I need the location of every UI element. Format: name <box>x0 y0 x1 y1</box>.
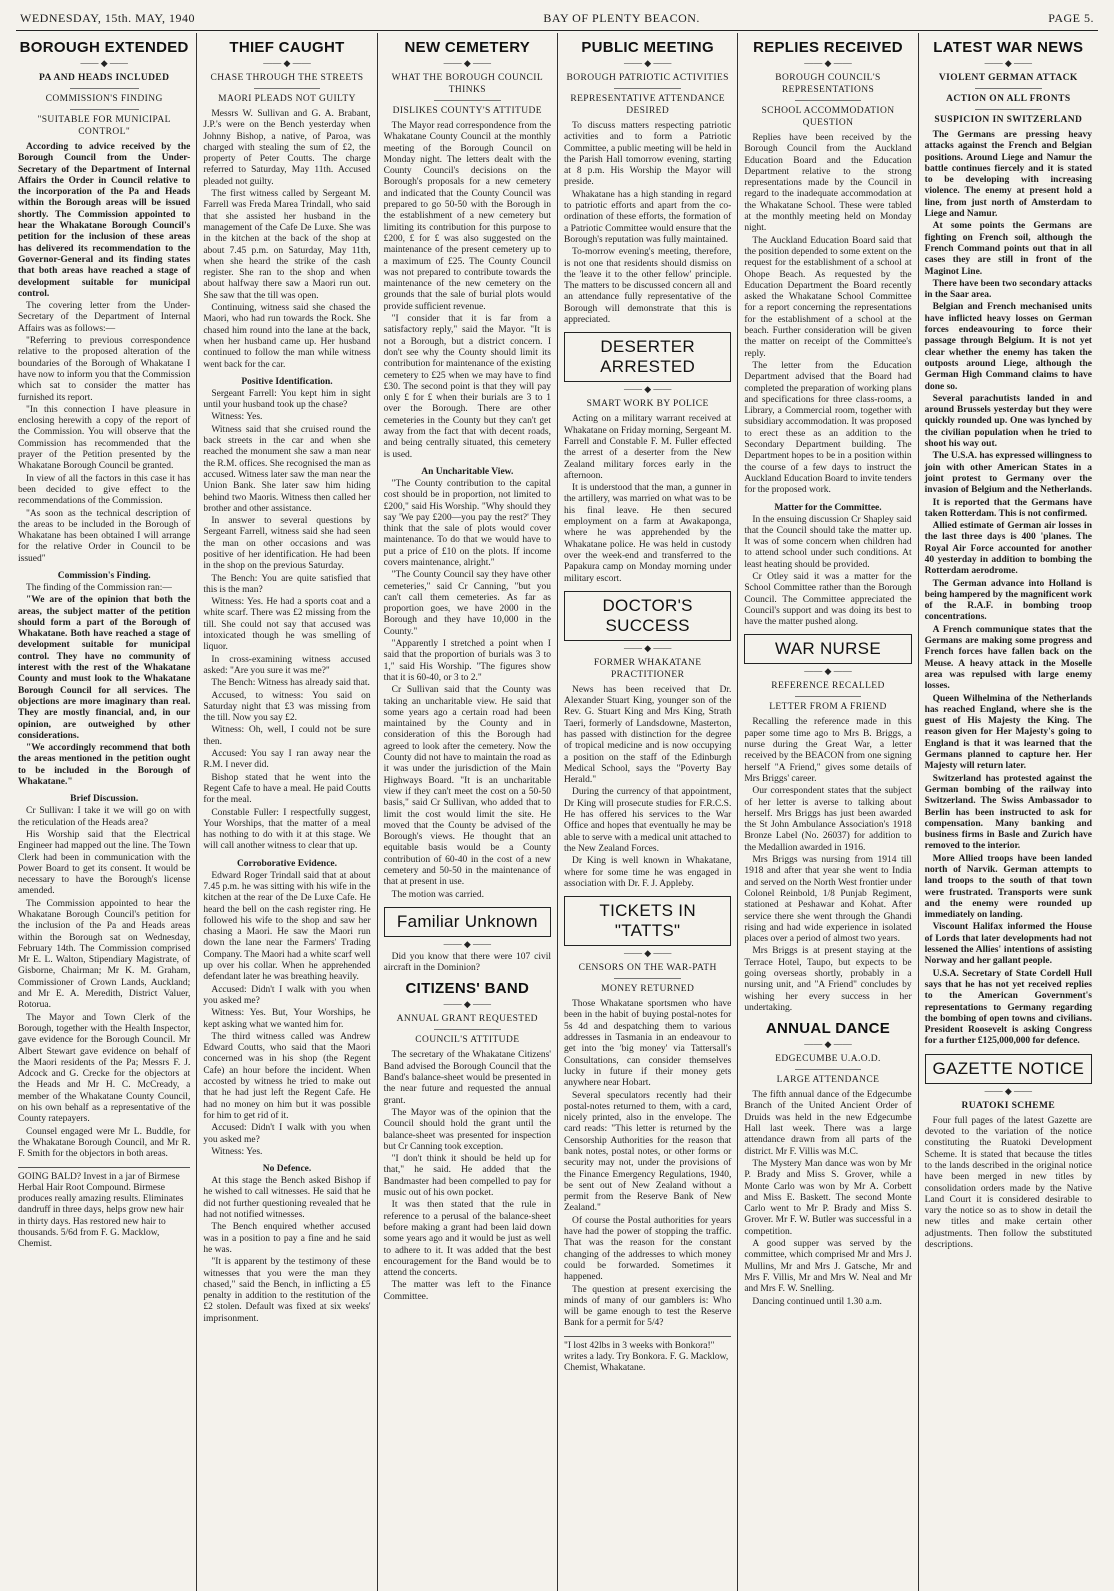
subheading: Corroborative Evidence. <box>236 858 338 869</box>
headline: BOROUGH EXTENDED <box>19 39 189 56</box>
paragraph: "Referring to previous correspondence relative to the proposed alteration of the boundaries of the Borough of Whakatane I have now to inform you that the Commission which sat to consider the matter has furnished its report. <box>18 336 191 403</box>
divider-ornament <box>564 58 731 68</box>
paragraph: Messrs W. Sullivan and G. A. Brabant, J.P.'s were on the Bench yesterday when Johnny Bishop, a native, of Paroa, was charged with stealing the sum of £2, the property of Peter Coutts. The charge referred to Saturday, May 11th. Accused pleaded not guilty. <box>203 109 371 187</box>
paragraph: Witness: Yes. But, Your Worships, he kept asking what we wanted him for. <box>203 1008 371 1030</box>
paragraph: Acting on a military warrant received at Whakatane on Friday morning, Sergeant M. Farrell and Constable F. M. Fuller effected the arrest of a deserter from the New Zealand military forces early in the afternoon. <box>563 414 732 481</box>
column-2 <box>196 33 376 1591</box>
paragraph: To discuss matters respecting patriotic activities and to form a Patriotic Committee, a public meeting will be held in the Parish Hall tomorrow evening, starting at 8 p.m. His Worship the Mayor will preside. <box>563 121 732 188</box>
divider-ornament <box>18 58 190 68</box>
deck-line: REFERENCE RECALLED <box>771 681 885 692</box>
subheading: Positive Identification. <box>241 376 333 387</box>
paragraph: Our correspondent states that the subject of her letter is averse to talking about herself. Mrs Briggs has just been awarded the St John Ambulance Association's 1918 Bronze Label (No. 26037) for addition to the Medallion awarded in 1916. <box>744 786 912 853</box>
paragraph: Accused, to witness: You said on Saturday night that £3 was missing from the till. Now you say £2. <box>203 690 371 724</box>
deck-line: BOROUGH COUNCIL'S REPRESENTATIONS <box>775 73 881 95</box>
divider-rule <box>254 88 321 89</box>
paragraph: Four full pages of the latest Gazette are devoted to the variation of the notice constituting the Ruatoki Development Scheme. It is stated that because the titles to the lands described in the original notice have been merged in new titles by consolidation orders made by the Native Land Court it is considered desirable to vary the notice so as to show in detail the new titles and make certain other adjustments. Then follow the substituted descriptions. <box>924 1115 1092 1251</box>
columns <box>16 33 1098 1591</box>
article <box>564 1336 731 1375</box>
divider-ornament <box>744 666 911 676</box>
divider-ornament <box>203 58 370 68</box>
paragraph: Those Whakatane sportsmen who have been in the habit of buying postal-notes for 5s 4d and despatching them to various addresses in Tasmania in an endeavour to get into the 'big money' via Tattersall's Consultations, can consider themselves lucky in future if their money gets anywhere near Hobart. <box>563 999 732 1089</box>
paragraph: During the currency of that appointment, Dr King will prosecute studies for F.R.C.S. He has offered his services to the War Office and hopes that eventually he may be able to serve with a medical unit attached to the New Zealand Forces. <box>563 787 732 854</box>
paragraph: At some points the Germans are fighting on French soil, although the French Command points out that in all cases they are still in front of the Maginot Line. <box>924 221 1092 277</box>
boxed-headline: DESERTER ARRESTED <box>564 332 731 382</box>
paragraph: Switzerland has protested against the German bombing of the railway into Switzerland. The Swiss Ambassador to Berlin has been instructed to ask for compensation. Many banking and business firms in Basle and Zurich have removed to the interior. <box>924 773 1092 852</box>
article <box>564 591 731 890</box>
advertisement: "I lost 42lbs in 3 weeks with Bonkora!" writes a lady. Try Bonkora. F. G. Macklow, Chemist, Whakatane. <box>564 1336 731 1375</box>
deck-line: MAORI PLEADS NOT GUILTY <box>218 94 356 104</box>
divider-rule <box>975 109 1042 110</box>
deck-line: CENSORS ON THE WAR-PATH <box>578 963 717 974</box>
article <box>564 896 731 1330</box>
paragraph: "As soon as the technical description of the areas to be included in the Borough of Whakatane has been obtained I will arrange for the relative Order in Council to be issued" <box>18 508 191 564</box>
paragraph: The Bench enquired whether accused was in a position to pay a fine and he said he was. <box>203 1222 371 1255</box>
deck-line: EDGECUMBE U.A.O.D. <box>775 1054 881 1065</box>
article <box>384 907 551 975</box>
paragraph: The Mayor read correspondence from the Whakatane County Council at the monthly meeting of the Borough Council on Monday night. The letters dealt with the County Council's decisions on the Borough's proposals for a new cemetery and indicated that the County Council was prepared to go 50-50 with the Borough in the establishment of a new cemetery but limiting its contribution for this purpose to £200, £ for £ was also suggested on the maintenance of the present cemetery up to a maximum of £25. The County Council was not prepared to contribute towards the maintenance of the new cemetery on the grounds that the sale of burial plots would provide sufficient revenue. <box>383 121 551 312</box>
headline: PUBLIC MEETING <box>581 39 714 56</box>
paragraph: It was then stated that the rule in reference to a perusal of the balance-sheet before making a grant had been laid down some years ago and it would be just as well to adhere to it. It was added that the best encouragement for the Band would be to attend the concerts. <box>383 1200 551 1279</box>
deck-line: REPRESENTATIVE ATTENDANCE DESIRED <box>570 94 725 116</box>
divider-rule <box>795 100 862 101</box>
paragraph: The secretary of the Whakatane Citizens' Band advised the Borough Council that the Band's balance-sheet would be presented in the near future and requested the annual grant. <box>383 1050 551 1106</box>
deck-line: COMMISSION'S FINDING <box>45 94 163 104</box>
headline: ANNUAL DANCE <box>765 1020 891 1038</box>
deck-line: RUATOKI SCHEME <box>961 1100 1056 1111</box>
subheading: Commission's Finding. <box>57 570 151 581</box>
paragraph: In view of all the factors in this case it has been decided to give effect to the recommendations of the Commission. <box>18 473 191 507</box>
deck-line: WHAT THE BOROUGH COUNCIL THINKS <box>391 73 544 95</box>
paragraph: "Apparently I stretched a point when I said that the proportion of burials was 3 to 1," said His Worship. "The figures show that it is 60-40, or 3 to 2." <box>383 639 551 683</box>
divider-ornament <box>564 948 731 958</box>
divider-ornament <box>384 939 551 949</box>
paragraph: The letter from the Education Department advised that the Board had completed the preparation of working plans and specifications for three class-rooms, a Library, a Commercial room, together with subsidiary accommodation. It was proposed to erect these as an addition to the Secondary Department building. The Department hopes to be in a position within the course of a few days to instruct the Auckland Education Board to invite tenders for the proposed work. <box>744 360 912 496</box>
paragraph: His Worship said that the Electrical Engineer had mapped out the line. The Town Clerk had been in communication with the Power Board to get its consent. It would be necessary to have the Borough's license amended. <box>18 829 191 897</box>
paragraph: Accused: You say I ran away near the R.M. I never did. <box>203 749 371 771</box>
deck-line: LARGE ATTENDANCE <box>776 1075 880 1086</box>
issue-date: WEDNESDAY, 15th. MAY, 1940 <box>20 10 196 25</box>
paragraph: Cr Sullivan said that the County was taking an uncharitable view. He said that some years ago a certain road had been maintained by the County and in consideration of this the Borough had agreed to look after the cemetery. Now the County did not have to maintain the road as it was under the jurisdiction of the Main Highways Board. "It is an uncharitable view if they can't meet the cost on a 50-50 basis," said Cr Sullivan, who added that to limit the cost would limit the site. He moved that the County be advised of the Borough's views. He thought that an equitable basis would be a County contribution of 60-40 in the cost of a new cemetery and 50-50 in the maintenance of that at present in use. <box>383 685 551 888</box>
article <box>18 39 190 565</box>
paragraph: Dancing continued until 1.30 a.m. <box>752 1296 882 1307</box>
divider-ornament <box>564 643 731 653</box>
deck-line: COUNCIL'S ATTITUDE <box>415 1035 520 1046</box>
paragraph: Witness: Yes. He had a sports coat and a white scarf. There was £2 missing from the till. She could not say that accused was intoxicated though he was smelling of liquor. <box>203 597 371 653</box>
paragraph: Dr King is well known in Whakatane, where for some time he was engaged in association with Dr. F. J. Appleby. <box>563 856 732 889</box>
divider-rule <box>434 100 501 101</box>
paragraph: The finding of the Commission ran:— <box>26 582 172 593</box>
paragraph: The Bench: You are quite satisfied that this is the man? <box>203 573 371 595</box>
paragraph: The matter was left to the Finance Committee. <box>383 1280 551 1302</box>
deck-line: SCHOOL ACCOMMODATION QUESTION <box>761 106 895 128</box>
deck-line: ANNUAL GRANT REQUESTED <box>396 1014 538 1025</box>
article <box>384 39 551 461</box>
boxed-headline: WAR NURSE <box>744 634 911 664</box>
paragraph: "We are of the opinion that both the areas, the subject matter of the petition should form a part of the Borough of Whakatane. Both have reached a stage of development suitable for municipal control. They have no community of interest with the rest of the Whakatane County and must look to the Whakatane Borough Council for all services. The objections are more imaginary than real. They are mostly financial, and, in our opinion, are outweighed by other considerations. <box>18 595 191 741</box>
paragraph: Queen Wilhelmina of the Netherlands has reached England, where she is the guest of His Majesty the King. The reason given for Her Majesty's going to England is that it was learned that the Germans planned to capture her. Her Majesty will return later. <box>924 693 1092 772</box>
column-3 <box>377 33 557 1591</box>
paragraph: Replies have been received by the Borough Council from the Auckland Education Board and the Education Department relative to the strong representations made by the Council in regard to the inadequate accommodation at the Whakatane School. These were tabled at the monthly meeting held on Monday night. <box>744 133 912 234</box>
paragraph: Accused: Didn't I walk with you when you asked me? <box>203 1123 371 1145</box>
paragraph: The German advance into Holland is being hampered by the magnificent work of the R.A.F. in bombing troop concentrations. <box>924 578 1092 623</box>
column-5 <box>737 33 917 1591</box>
page-number: PAGE 5. <box>1048 10 1094 25</box>
paragraph: The Mayor and Town Clerk of the Borough, together with the Health Inspector, gave evidence for the Borough Council. Mr Albert Stewart gave evidence on behalf of the Maori residents of the Pa; Messrs F. J. Adcock and G. Crecke for the objectors at the Heads and Mr H. C. McCready, a member of the Whakatane County Council, on his own behalf as a representative of the County ratepayers. <box>18 1012 191 1125</box>
deck-line: "SUITABLE FOR MUNICIPAL CONTROL" <box>37 115 171 137</box>
paragraph: "The County Council say they have other cemeteries," said Cr Canning, "but you can't call them cemeteries. As far as proportion goes, we have 2000 in the Borough and they have 10,000 in the County." <box>383 570 551 637</box>
paragraph: Allied estimate of German air losses in the last three days is 400 'planes. The Royal Air Force accounted for another 40 yesterday in addition to bombing the Rotterdam aerodrome. <box>924 521 1092 577</box>
paragraph: In cross-examining witness accused asked: "Are you sure it was me?" <box>203 654 371 676</box>
paragraph: U.S.A. Secretary of State Cordell Hull says that he has not yet received replies to the American Government's representations to Germany regarding the bombing of open towns and civilians. President Roosevelt is asking Congress for a further £125,000,000 for defence. <box>924 968 1092 1047</box>
divider-rule <box>614 88 681 89</box>
column-1 <box>16 33 196 1591</box>
deck-line: VIOLENT GERMAN ATTACK <box>938 73 1078 83</box>
article <box>925 39 1092 1048</box>
paragraph: The question at present exercising the minds of many of our gamblers is: Who will be game enough to test the Reserve Bank for a permit for 5/4? <box>563 1284 732 1329</box>
headline: CITIZENS' BAND <box>405 980 530 998</box>
headline: NEW CEMETERY <box>404 39 531 56</box>
divider-ornament <box>925 1086 1092 1096</box>
article <box>203 859 370 1158</box>
headline: REPLIES RECEIVED <box>753 39 903 56</box>
paragraph: Cr Sullivan: I take it we will go on with the reticulation of the Heads area? <box>18 806 191 828</box>
paragraph: Bishop stated that he went into the Regent Cafe to have a meal. He paid Coutts for the meal. <box>203 772 371 806</box>
paragraph: "The County contribution to the capital cost should be in proportion, not limited to £200," said His Worship. "Why should they say 'We pay £200—you pay the rest?' They think that the sale of plots would cover maintenance. To do that we would have to put a price of £10 on the plots. If income covers maintenance, alright." <box>383 478 551 568</box>
deck-line: LETTER FROM A FRIEND <box>769 702 887 713</box>
paragraph: According to advice received by the Borough Council from the Under-Secretary of the Department of Internal Affairs the Order in Council relative to the incorporation of the Pa and Heads within the Borough areas will be issued shortly. The Commission appointed to hear the Whakatane Borough Council's petition for the inclusion of these areas has delivered its recommendation to the Governor-General and its finding states that both areas have reached a stage of development suitable for municipal control. <box>18 142 191 299</box>
subheading: Brief Discussion. <box>70 794 139 805</box>
article <box>744 39 911 497</box>
article <box>564 39 731 326</box>
article <box>925 1054 1092 1252</box>
paragraph: Counsel engaged were Mr L. Buddle, for the Whakatane Borough Council, and Mr R. F. Smith for the objectors in both areas. <box>18 1126 191 1160</box>
divider-ornament <box>384 999 551 1009</box>
article <box>744 1020 911 1308</box>
subheading: An Uncharitable View. <box>421 466 514 477</box>
deck-line: ACTION ON ALL FRONTS <box>946 94 1071 104</box>
paragraph: At this stage the Bench asked Bishop if he wished to call witnesses. He said that he did not further questioning revealed that he had not notified witnesses. <box>203 1176 371 1221</box>
paragraph: Sergeant Farrell: You kept him in sight until your husband took up the chase? <box>203 388 371 411</box>
paragraph: Mrs Briggs was nursing from 1914 till 1918 and after that year she went to India and served on the North West frontier under Colonel Reinbold, 1/8 Punjab Regiment, stationed at Peshawar and Kohat. After service there she went through the Ghandi rising and had wide experience in isolated places over a period of almost two years. <box>744 855 912 945</box>
article <box>203 377 370 853</box>
article <box>384 467 551 901</box>
paragraph: The third witness called was Andrew Edward Coutts, who said that the Maori concerned was in his shop (the Regent Cafe) an hour before the incident. When accosted by witness he tried to make out that he had just left the Regent Cafe. He had no money on him but it was possible for him to get rid of it. <box>203 1031 371 1121</box>
paragraph: To-morrow evening's meeting, therefore, is not one that residents should dismiss on the 'leave it to the other fellow' principle. The matters to be discussed concern all and an attendance fully representative of the Borough will demonstrate that this is appreciated. <box>563 247 732 326</box>
paragraph: More Allied troops have been landed north of Narvik. German attempts to land troops to the south of that town were frustrated. Transports were sunk and the enemy were rounded up immediately on landing. <box>924 853 1092 921</box>
divider-ornament <box>744 1039 911 1049</box>
boxed-headline: GAZETTE NOTICE <box>925 1054 1092 1084</box>
deck-line: FORMER WHAKATANE PRACTITIONER <box>593 657 702 680</box>
paragraph: The U.S.A. has expressed willingness to join with other American States in a joint protest to Germany over the invasion of Belgium and the Netherlands. <box>924 451 1092 496</box>
deck-line: CHASE THROUGH THE STREETS <box>210 73 364 83</box>
deck-line: BOROUGH PATRIOTIC ACTIVITIES <box>566 73 729 83</box>
divider-rule <box>795 1069 862 1070</box>
deck-line: MONEY RETURNED <box>601 984 695 995</box>
article <box>744 634 911 1014</box>
paragraph: The fifth annual dance of the Edgecumbe Branch of the United Ancient Order of Druids was held in the new Edgecumbe Hall last week. There was a large attendance drawn from all parts of the district. Mr F. Villis was M.C. <box>744 1090 912 1157</box>
paragraph: A French communique states that the Germans are making some progress and French forces have fallen back on the Meuse. A heavy attack in the Moselle area was repulsed with large enemy losses. <box>924 624 1092 692</box>
paragraph: Mrs Briggs is at present staying at the Terrace Hotel, Taupo, but expects to be going overseas shortly, probably in a nursing unit, and "A Friend" concludes by wishing her every success in her undertaking. <box>744 946 912 1013</box>
paragraph: The Commission appointed to hear the Whakatane Borough Council's petition for the inclusion of the Pa and Heads areas within the Borough sat on Wednesday, February 14th. The Commission comprised Mr E. L. Walton, Stipendiary Magistrate, of Gisborne, Chairman; Mr K. M. Graham, Commissioner of Crown Lands, Auckland; and Mr E. A. Meredith, District Valuer, Rotorua. <box>18 898 191 1011</box>
advertisement: GOING BALD? Invest in a jar of Birmese Herbal Hair Root Compound. Birmese produces really amazing results. Eliminates dandruff in three days, helps grow new hair in thirty days. Has restored new hair to thousands. 5/6d from F. G. Macklow, Chemist. <box>18 1167 190 1251</box>
divider-rule <box>614 978 681 979</box>
paragraph: Of course the Postal authorities for years have had the power of stopping the traffic. That was the reason for the constant changing of the addresses to which money could be forwarded. Sometimes it happened. <box>563 1215 732 1283</box>
paragraph: "It is apparent by the testimony of these witnesses that you were the man they chased," said the Bench, in inflicting a £5 penalty in addition to the restitution of the £2 stolen. Default was fixed at six weeks' imprisonment. <box>203 1257 371 1324</box>
paragraph: Edward Roger Trindall said that at about 7.45 p.m. he was sitting with his wife in the kitchen at the rear of the De Luxe Cafe. He heard the bell on the cash register ring. He followed his wife to the shop and saw her chasing a Maori. He saw the Maori run down the lane near the Farmers' Trading Company. The Maori had a white scarf well up over his collar. When he apprehended defendant later he was breathing heavily. <box>203 870 371 983</box>
paragraph: Did you know that there were 107 civil aircraft in the Dominion? <box>383 951 551 974</box>
paragraph: Recalling the reference made in this paper some time ago to Mrs B. Briggs, a nurse during the Great War, a letter received by the BEACON from one signing herself "A Friend," gives some details of Mrs Briggs' career. <box>744 717 912 784</box>
boxed-headline: DOCTOR'S SUCCESS <box>564 591 731 641</box>
divider-rule <box>70 109 139 110</box>
divider-ornament <box>925 58 1092 68</box>
newspaper-title: BAY OF PLENTY BEACON. <box>543 10 700 25</box>
boxed-headline: TICKETS IN "TATTS" <box>564 896 731 946</box>
article <box>18 571 190 788</box>
paragraph: Constable Fuller: I respectfully suggest, Your Worships, that the matter of a meal has nothing to do with it at this stage. We will call another witness to clear that up. <box>203 807 371 852</box>
paragraph: Witness said that she cruised round the back streets in the car and when she reached the monument she saw a man near the R.M. offices. She recognised the man as accused. Witness later saw the man near the Union Bank. She later saw him hiding behind two Maoris. Witness then called her brother and other assistance. <box>203 424 371 514</box>
paragraph: It is reported that the Germans have taken Rotterdam. This is not confirmed. <box>924 497 1092 519</box>
divider-ornament <box>564 384 731 394</box>
paragraph: In answer to several questions by Sergeant Farrell, witness said she had seen the man on other occasions and was positive of her identification. He had been in the shop on the previous Saturday. <box>203 516 371 572</box>
deck-line: PA AND HEADS INCLUDED <box>38 73 170 83</box>
paragraph: The covering letter from the Under-Secretary of the Department of Internal Affairs was as follows:— <box>18 301 191 334</box>
boxed-headline: Familiar Unknown <box>384 907 551 937</box>
paragraph: A good supper was served by the committee, which comprised Mr and Mrs J. Mullins, Mr and Mrs J. Gatsche, Mr and Mrs F. Villis, Mr and Mrs W. Neal and Mr and Mrs F. W. Snelling. <box>744 1239 912 1295</box>
paragraph: "I don't think it should be held up for that," he said. He added that the Bandmaster had been compelled to pay for music out of his own pocket. <box>383 1154 551 1199</box>
paragraph: The motion was carried. <box>391 889 484 900</box>
paragraph: Cr Otley said it was a matter for the School Committee rather than the Borough Council. The Committee appreciated the Council's support and was doing its best to have the matter pushed along. <box>744 571 912 628</box>
paragraph: The Mystery Man dance was won by Mr P. Brady and Miss S. Grover, while a Monte Carlo was won by Mr A. Corbett and Miss E. Baskett. The second Monte Carlo went to Mr P. Brady and Miss S. Grover. Mr F. W. Butler was successful in a competition. <box>744 1158 912 1237</box>
paragraph: It is understood that the man, a gunner in the artillery, was married on what was to be his final leave. He then secured employment on a farm at Awakaponga, where he was apprehended by the Whakatane police. He was held in custody over the week-end and transferred to the Papakura camp on Monday morning under military escort. <box>563 483 732 584</box>
divider-rule <box>795 696 862 697</box>
article <box>18 1167 190 1251</box>
paragraph: Viscount Halifax informed the House of Lords that later developments had not lessened the Allies' intentions of assisting Norway and her gallant people. <box>924 922 1092 967</box>
masthead <box>16 6 1098 31</box>
divider-rule <box>70 88 139 89</box>
paragraph: Whakatane has a high standing in regard to patriotic efforts and apart from the co-ordination of these efforts, the formation of a Patriotic Committee would ensure that the Borough's reputation was fully maintained. <box>563 189 732 245</box>
paragraph: The first witness called by Sergeant M. Farrell was Freda Marea Trindall, who said that she assisted her husband in the management of the Cafe De Luxe. She was in the kitchen at the back of the shop at about 7.45 p.m. on Saturday, May 11th, when she heard the strike of the cash register. She ran to the shop and when about halfway there saw a Maori run out. She saw that the till was open. <box>203 189 371 301</box>
paragraph: News has been received that Dr. Alexander Stuart King, younger son of the Rev. G. Stuart King and Mrs King, Strath Taeri, formerly of Landsdowne, Masterton, has passed with distinction for the degree of tropical medicine and is now occupying a position on the staff of the Edinburgh Medical School, says the "Poverty Bay Herald." <box>563 684 732 786</box>
divider-rule <box>434 1029 501 1030</box>
column-6 <box>918 33 1098 1591</box>
paragraph: "I consider that it is far from a satisfactory reply," said the Mayor. "It is not a Borough, but a district concern. I don't see why the County should limit its contribution for maintenance of the existing cemetery to £25 when we may have to find £30. The second point is that they will pay only £ for £ when their burials are 3 to 1 over the Borough. There are other cemeteries in the County but they can't get away from the fact that with decent roads, and being centrally situated, this cemetery is used. <box>383 314 551 460</box>
paragraph: The Auckland Education Board said that the position depended to some extent on the request for the establishment of a school at Ohope Beach. As requested by the Education Department the Board recently asked the Whakatane School Committee for a report concerning the representations for the establishment of a school at the beach. Further consideration will be given the matter on receipt of the Committee's reply. <box>744 235 912 359</box>
article <box>564 332 731 584</box>
divider-rule <box>975 88 1042 89</box>
paragraph: "In this connection I have pleasure in enclosing herewith a copy of the report of the Commission. You will observe that the Commission has recommended that the prayer of the Petition presented by the Whakatane Borough Council be granted. <box>18 404 191 472</box>
subheading: No Defence. <box>262 1164 312 1175</box>
paragraph: "We accordingly recommend that both the areas mentioned in the petition ought to be included in the Borough of Whakatane." <box>18 743 191 788</box>
article <box>744 503 911 629</box>
article <box>203 1164 370 1325</box>
deck-line: DISLIKES COUNTY'S ATTITUDE <box>392 106 542 116</box>
paragraph: Witness: Yes. <box>211 412 263 423</box>
article <box>203 39 370 371</box>
paragraph: Several speculators recently had their postal-notes returned to them, with a card, nicely printed, also in the envelope. The card reads: "This letter is returned by the Censorship Authorities for the reason that bank notes, postal notes, or other forms or security may not, under the provisions of the Finance Emergency Regulations, 1940, be sent out of New Zealand without a permit from the Reserve Bank of New Zealand." <box>563 1090 732 1214</box>
headline: THIEF CAUGHT <box>229 39 345 56</box>
paragraph: The Germans are pressing heavy attacks against the French and Belgian positions. Around Liege and Namur the battle continues fiercely and it is stated to be developing with increasing violence. The enemy at present hold a line, from just north of Amsterdam to Liege and Namur. <box>924 130 1092 220</box>
article <box>384 980 551 1303</box>
paragraph: There have been two secondary attacks in the Saar area. <box>924 278 1092 301</box>
paragraph: In the ensuing discussion Cr Shapley said that the Council should take the matter up. It was of some concern when children had to attend school under such conditions. At least heating should be provided. <box>744 514 912 570</box>
paragraph: Belgian and French mechanised units have inflicted heavy losses on German forces endeavouring to force their passage through Belgium. It is not yet clear whether the enemy has taken the outposts around Liege, although the German High Command claims to have done so. <box>924 302 1092 392</box>
divider-ornament <box>384 58 551 68</box>
paragraph: Witness: Oh, well, I could not be sure then. <box>203 725 371 747</box>
paragraph: Accused: Didn't I walk with you when you asked me? <box>203 984 371 1006</box>
deck-line: SMART WORK BY POLICE <box>586 399 709 410</box>
paragraph: Continuing, witness said she chased the Maori, who had run towards the Rock. She chased him round into the lane at the back, when her husband came up. Her husband continued to follow the man while witness went back for the car. <box>203 303 371 370</box>
divider-ornament <box>744 58 911 68</box>
paragraph: The Bench: Witness has already said that. <box>211 678 370 689</box>
column-4 <box>557 33 737 1591</box>
headline: LATEST WAR NEWS <box>933 39 1084 56</box>
subheading: Matter for the Committee. <box>774 502 882 513</box>
paragraph: Several parachutists landed in and around Brussels yesterday but they were quickly rounded up. One was lynched by the civilian population when he tried to shoot his way out. <box>924 393 1092 450</box>
paragraph: Witness: Yes. <box>211 1146 263 1157</box>
article <box>18 794 190 1160</box>
paragraph: The Mayor was of the opinion that the Council should hold the grant until the balance-sheet was presented for inspection but Cr Canning took exception. <box>383 1107 551 1152</box>
deck-line: SUSPICION IN SWITZERLAND <box>934 115 1083 125</box>
